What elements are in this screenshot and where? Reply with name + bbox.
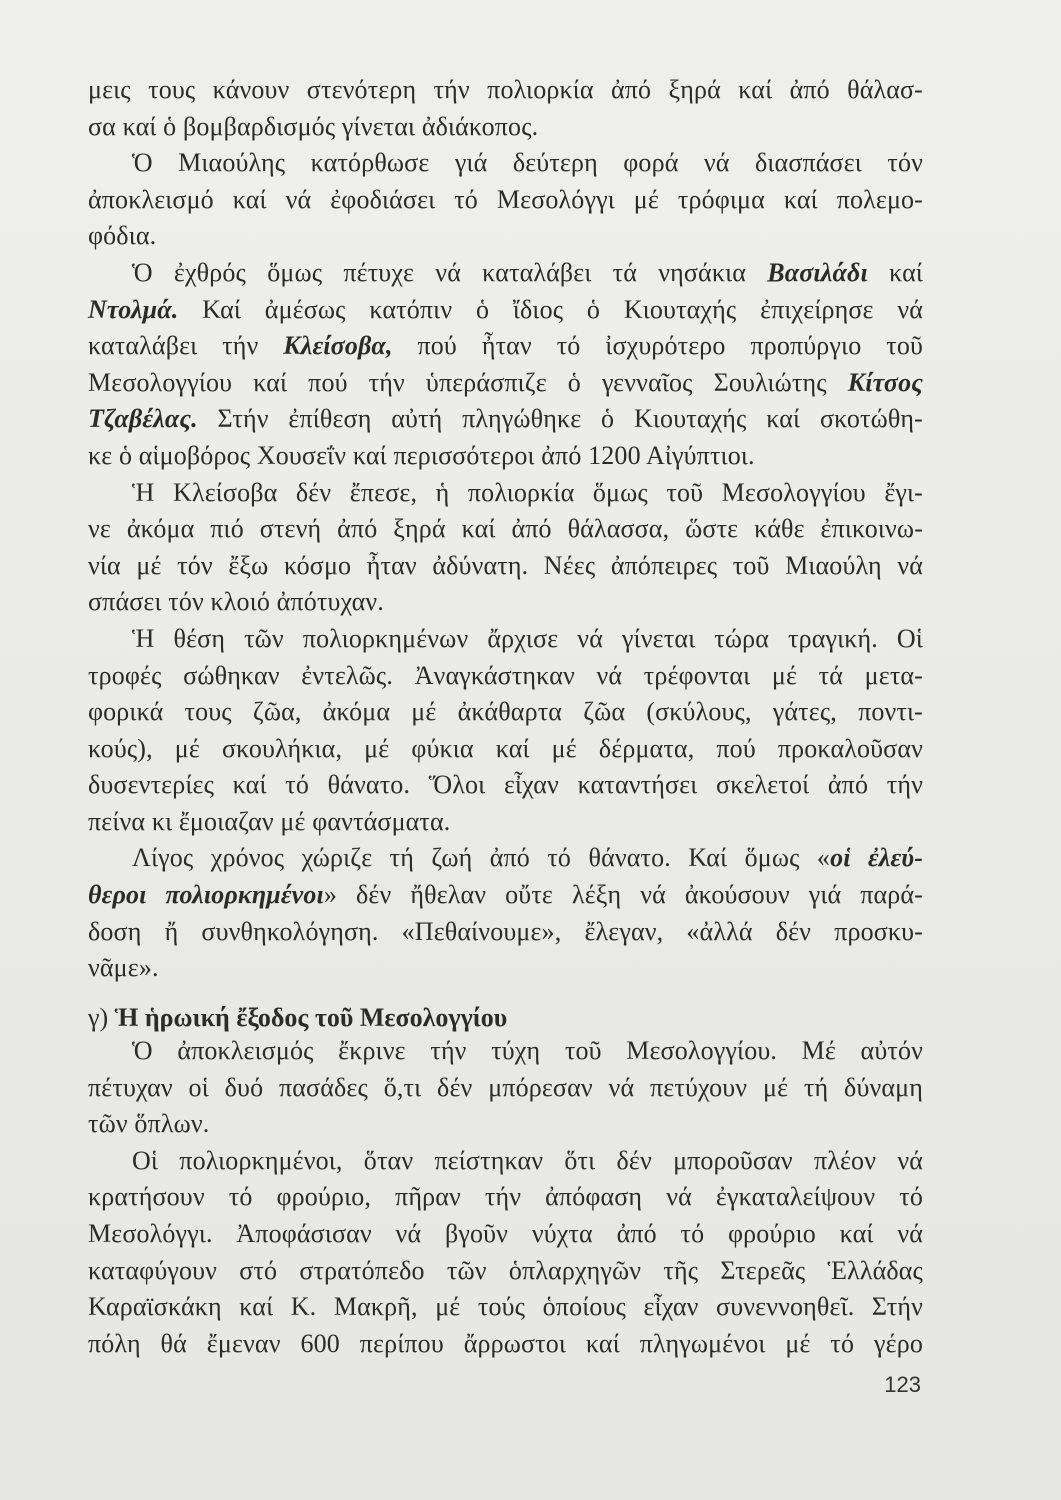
text-line: καταφύγουν στό στρατόπεδο τῶν ὁπλαρχηγῶν τῆς Στερεᾶς Ἑλλάδας xyxy=(88,1255,923,1285)
text-line: πέτυχαν οἱ δυό πασάδες ὅ,τι δέν μπόρεσαν νά πετύχουν μέ τή δύναμη xyxy=(88,1072,923,1102)
section-heading xyxy=(88,1000,507,1036)
text-line: Ὁ Μιαούλης κατόρθωσε γιά δεύτερη φορά νά διασπάσει τόν xyxy=(132,148,923,178)
emphasis-free-besieged-cont: θεροι πολιορκημένοι xyxy=(88,880,324,910)
text-segment: » δέν ἤθελαν οὔτε λέξη νά ἀκούσουν γιά παρά- xyxy=(323,880,923,910)
place-name-kleisova: Κλείσοβα, xyxy=(283,331,393,361)
text-segment: Λίγος χρόνος χώριζε τή ζωή ἀπό τό θάνατο. Καί ὅμως « xyxy=(132,843,831,873)
text-line xyxy=(88,328,923,365)
text-line xyxy=(88,365,923,402)
text-line: νία μέ τόν ἔξω κόσμο ἦταν ἀδύνατη. Νέες ἀπόπειρες τοῦ Μιαούλη νά xyxy=(88,550,923,580)
body-text-upper xyxy=(88,72,923,987)
text-line: τροφές σώθηκαν ἐντελῶς. Ἀναγκάστηκαν νά τρέφονται μέ τά μετα- xyxy=(88,660,923,690)
text-segment: Καί ἀμέσως κατόπιν ὁ ἴδιος ὁ Κιουταχής ἐπιχείρησε νά xyxy=(178,294,923,324)
text-line: πόλη θά ἔμεναν 600 περίπου ἄρρωστοι καί πληγωμένοι μέ τό γέρο xyxy=(88,1328,923,1358)
heading-title: Ἡ ἡρωική ἔξοδος τοῦ Μεσολογγίου xyxy=(114,1003,508,1032)
place-name-ntolma: Ντολμά. xyxy=(88,294,179,324)
text-line xyxy=(88,401,923,438)
place-name-vasiladi: Βασιλάδι xyxy=(767,257,868,287)
body-text-lower xyxy=(88,1033,923,1362)
text-line: φόδια. xyxy=(88,221,157,251)
text-line: κε ὁ αἱμοβόρος Χουσεΐν καί περισσότεροι ἀπό 1200 Αἰγύπτιοι. xyxy=(88,440,755,470)
text-line: σα καί ὁ βομβαρδισμός γίνεται ἀδιάκοπος. xyxy=(88,111,539,141)
text-line: νᾶμε». xyxy=(88,953,159,983)
text-segment: καί xyxy=(867,257,924,287)
person-name-kitsos: Κίτσος xyxy=(847,367,923,397)
text-line: μεις τους κάνουν στενότερη τήν πολιορκία ἀπό ξηρά καί ἀπό θάλασ- xyxy=(88,75,923,104)
text-line xyxy=(88,292,923,329)
text-line: δοση ἤ συνθηκολόγηση. «Πεθαίνουμε», ἔλεγαν, «ἀλλά δέν προσκυ- xyxy=(88,916,923,946)
text-line xyxy=(88,877,923,914)
text-line: τῶν ὅπλων. xyxy=(88,1109,210,1139)
text-line: Ἡ θέση τῶν πολιορκημένων ἄρχισε νά γίνεται τώρα τραγική. Οἱ xyxy=(132,623,923,653)
text-line: κρατήσουν τό φρούριο, πῆραν τήν ἀπόφαση νά ἐγκαταλείψουν τό xyxy=(88,1182,923,1212)
text-line: Οἱ πολιορκημένοι, ὅταν πείστηκαν ὅτι δέν μποροῦσαν πλέον νά xyxy=(132,1145,923,1175)
text-line: Ὁ ἀποκλεισμός ἔκρινε τήν τύχη τοῦ Μεσολογγίου. Μέ αὐτόν xyxy=(132,1036,923,1065)
text-segment: πού ἦταν τό ἰσχυρότερο προπύργιο τοῦ xyxy=(392,331,923,361)
text-line: δυσεντερίες καί τό θάνατο. Ὅλοι εἶχαν καταντήσει σκελετοί ἀπό τήν xyxy=(88,770,923,800)
heading-prefix: γ) xyxy=(88,1003,115,1032)
page-number: 123 xyxy=(884,1372,921,1397)
text-line: ἀποκλεισμό καί νά ἐφοδιάσει τό Μεσολόγγι μέ τρόφιμα καί πολεμο- xyxy=(88,184,923,214)
text-line xyxy=(88,255,923,292)
text-segment: Στήν ἐπίθεση αὐτή πληγώθηκε ὁ Κιουταχής καί σκοτώθη- xyxy=(197,404,923,434)
person-name-tzavelas: Τζαβέλας. xyxy=(88,404,198,434)
text-segment: καταλάβει τήν xyxy=(88,331,284,361)
text-line: Μεσολόγγι. Ἀποφάσισαν νά βγοῦν νύχτα ἀπό τό φρούριο καί νά xyxy=(88,1218,923,1248)
text-line xyxy=(88,840,923,877)
text-line: Καραϊσκάκη καί Κ. Μακρῆ, μέ τούς ὁποίους εἶχαν συνεννοηθεῖ. Στήν xyxy=(88,1292,923,1322)
text-line: νε ἀκόμα πιό στενή ἀπό ξηρά καί ἀπό θάλασσα, ὥστε κάθε ἐπικοινω- xyxy=(88,514,923,544)
emphasis-free-besieged: οἱ ἐλεύ- xyxy=(830,843,923,873)
text-line: φορικά τους ζῶα, ἀκόμα μέ ἀκάθαρτα ζῶα (σκύλους, γάτες, ποντι- xyxy=(88,697,923,727)
text-segment: Ὁ ἐχθρός ὅμως πέτυχε νά καταλάβει τά νησάκια xyxy=(132,257,768,287)
text-line: Ἡ Κλείσοβα δέν ἔπεσε, ἡ πολιορκία ὅμως τοῦ Μεσολογγίου ἔγι- xyxy=(132,477,923,507)
text-line: πείνα κι ἔμοιαζαν μέ φαντάσματα. xyxy=(88,806,451,836)
text-line: κούς), μέ σκουλήκια, μέ φύκια καί μέ δέρματα, πού προκαλοῦσαν xyxy=(88,733,923,763)
text-segment: Μεσολογγίου καί πού τήν ὑπεράσπιζε ὁ γενναῖος Σουλιώτης xyxy=(88,367,848,397)
text-line: σπάσει τόν κλοιό ἀπότυχαν. xyxy=(88,587,384,617)
